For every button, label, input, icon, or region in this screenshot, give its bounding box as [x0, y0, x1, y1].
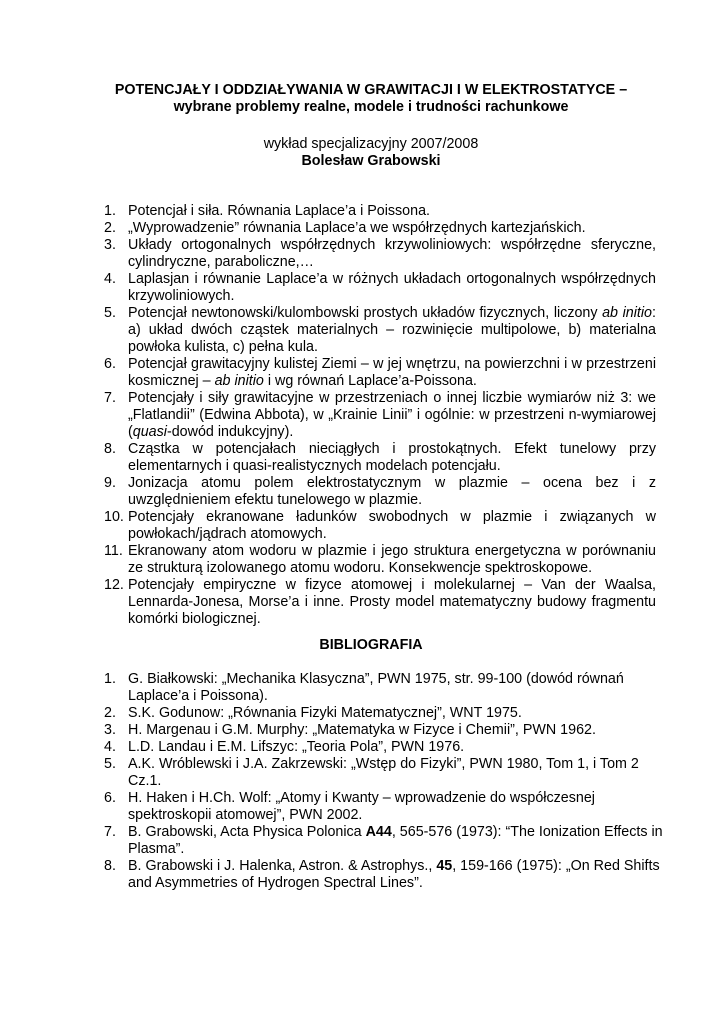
item-number: 4. [104, 739, 116, 755]
item-number: 3. [104, 722, 116, 738]
item-number: 5. [104, 305, 116, 321]
item-text: : a) układ dwóch cząstek materialnych – rozwinięcie multipolowe, b) materialna powłoka kulista, c) pełna kula. [128, 305, 656, 355]
item-number: 5. [104, 756, 116, 772]
item-text: i wg równań Laplace’a-Poissona. [263, 373, 477, 389]
item-text: „Wyprowadzenie” równania Laplace’a we współrzędnych kartezjańskich. [128, 220, 586, 236]
topics-list [104, 203, 656, 628]
item-number: 7. [104, 824, 116, 840]
list-item [104, 509, 656, 543]
item-text: B. Grabowski i J. Halenka, Astron. & Astrophys., [128, 858, 437, 874]
item-number: 8. [104, 441, 116, 457]
item-text: G. Białkowski: „Mechanika Klasyczna”, PWN 1975, str. 99-100 (dowód równań Laplace’a i Poissona). [128, 671, 624, 704]
list-item [104, 722, 664, 739]
item-number: 3. [104, 237, 116, 253]
item-text: , 159-166 (1975): „On Red Shifts and Asymmetries of Hydrogen Spectral Lines”. [128, 858, 660, 891]
item-number: 12. [104, 577, 124, 593]
item-text: -dowód indukcyjny). [166, 424, 294, 440]
item-number: 9. [104, 475, 116, 491]
item-text: Potencjały i siły grawitacyjne w przestrzeniach o innej liczbie wymiarów niż 3: we „Flatlandii” (Edwina Abbota), w „Krainie Linii” i ogólnie: w przestrzeni n-wymiarowej ( [128, 390, 656, 440]
item-text-italic: ab initio [214, 373, 264, 389]
item-text: Laplasjan i równanie Laplace’a w różnych układach ortogonalnych współrzędnych krzywoliniowych. [128, 271, 656, 304]
list-item [104, 203, 656, 220]
item-number: 6. [104, 790, 116, 806]
item-text-bold: A44 [365, 824, 392, 840]
item-number: 7. [104, 390, 116, 406]
item-text: H. Margenau i G.M. Murphy: „Matematyka w Fizyce i Chemii”, PWN 1962. [128, 722, 596, 738]
document-subtitle: wybrane problemy realne, modele i trudności rachunkowe [173, 99, 569, 115]
item-number: 6. [104, 356, 116, 372]
item-number: 2. [104, 220, 116, 236]
author-name: Bolesław Grabowski [301, 153, 441, 169]
list-item [104, 739, 664, 756]
item-text: , 565-576 (1973): “The Ionization Effects in Plasma”. [128, 824, 663, 857]
list-item [104, 543, 656, 577]
item-text: Układy ortogonalnych współrzędnych krzywoliniowych: współrzędne sferyczne, cylindryczne, paraboliczne,… [128, 237, 656, 270]
list-item [104, 824, 664, 858]
item-text: B. Grabowski, Acta Physica Polonica [128, 824, 366, 840]
item-text: Jonizacja atomu polem elektrostatycznym w plazmie – ocena bez i z uwzględnieniem efektu tunelowego w plazmie. [128, 475, 656, 508]
bibliography-list [104, 671, 664, 892]
course-info [60, 136, 682, 170]
list-item [104, 390, 656, 441]
item-text: L.D. Landau i E.M. Lifszyc: „Teoria Pola”, PWN 1976. [128, 739, 465, 755]
item-text: Ekranowany atom wodoru w plazmie i jego struktura energetyczna w porównaniu ze strukturą izolowanego atomu wodoru. Konsekwencje spektroskopowe. [128, 543, 656, 576]
document-title: POTENCJAŁY I ODDZIAŁYWANIA W GRAWITACJI I W ELEKTROSTATYCE – [114, 82, 628, 98]
item-number: 1. [104, 671, 116, 687]
list-item [104, 705, 664, 722]
item-text: Potencjały ekranowane ładunków swobodnych w plazmie i związanych w powłokach/jądrach atomowych. [128, 509, 656, 542]
list-item [104, 671, 664, 705]
list-item [104, 356, 656, 390]
list-item [104, 790, 664, 824]
item-text-italic: quasi [132, 424, 167, 440]
list-item [104, 305, 656, 356]
item-text-italic: ab initio [602, 305, 653, 321]
list-item [104, 475, 656, 509]
course-label: wykład specjalizacyjny 2007/2008 [263, 136, 479, 152]
list-item [104, 441, 656, 475]
title-block [60, 82, 682, 116]
item-number: 1. [104, 203, 116, 219]
item-number: 4. [104, 271, 116, 287]
item-number: 11. [104, 543, 123, 559]
list-item [104, 237, 656, 271]
item-text-bold: 45 [436, 858, 453, 874]
list-item [104, 220, 656, 237]
list-item [104, 756, 664, 790]
list-item [104, 858, 664, 892]
item-text: Potencjały empiryczne w fizyce atomowej i molekularnej – Van der Waalsa, Lennarda-Jonesa, Morse’a i inne. Prosty model matematyczny budowy fragmentu komórki biologicznej. [128, 577, 656, 627]
item-text: Potencjał grawitacyjny kulistej Ziemi – w jej wnętrzu, na powierzchni i w przestrzeni kosmicznej – [128, 356, 656, 389]
item-text: A.K. Wróblewski i J.A. Zakrzewski: „Wstęp do Fizyki”, PWN 1980, Tom 1, i Tom 2 Cz.1. [128, 756, 639, 789]
item-text: Potencjał i siła. Równania Laplace’a i Poissona. [128, 203, 431, 219]
item-text: S.K. Godunow: „Równania Fizyki Matematycznej”, WNT 1975. [128, 705, 522, 721]
item-text: H. Haken i H.Ch. Wolf: „Atomy i Kwanty – wprowadzenie do współczesnej spektroskopii atomowej”, PWN 2002. [128, 790, 595, 823]
item-number: 10. [104, 509, 124, 525]
item-number: 2. [104, 705, 116, 721]
item-number: 8. [104, 858, 116, 874]
item-text: Cząstka w potencjałach nieciągłych i prostokątnych. Efekt tunelowy przy elementarnych i quasi-realistycznych modelach potencjału. [128, 441, 656, 474]
bibliography-heading: BIBLIOGRAFIA [319, 637, 423, 653]
list-item [104, 271, 656, 305]
item-text: Potencjał newtonowski/kulombowski prostych układów fizycznych, liczony [128, 305, 603, 321]
list-item [104, 577, 656, 628]
